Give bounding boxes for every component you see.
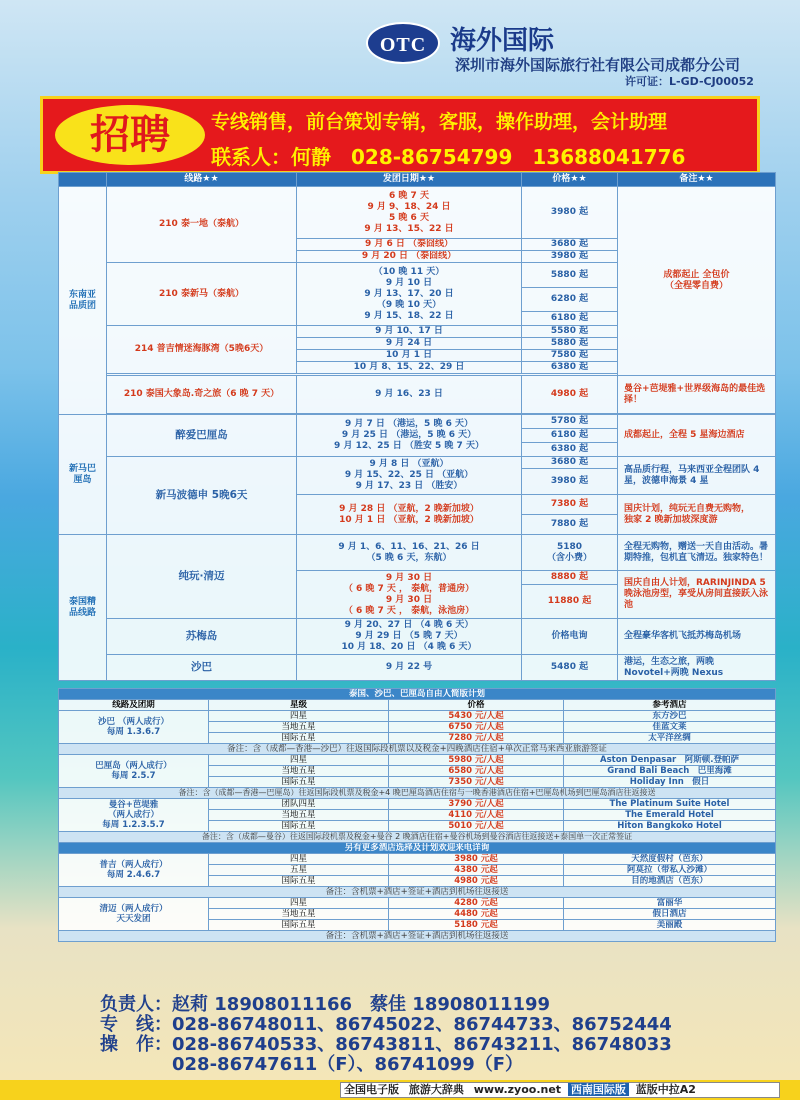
hotel-cell: 美丽殿	[564, 920, 776, 931]
remark: 备注：含（成都—曼谷）往返国际段机票及税金+曼谷 2 晚酒店住宿+曼谷机场到曼谷酒店往返接送+泰国单一次正常签证	[59, 832, 776, 843]
star-cell: 四星	[209, 898, 389, 909]
free-travel-title: 泰国、沙巴、巴厘岛自由人简版计划	[59, 689, 776, 700]
date-cell: （10 晚 11 天） 9 月 10 日 9 月 13、17、20 日 （9 晚 10 天） 9 月 15、18、22 日	[297, 263, 522, 326]
price-cell: 3680 起	[522, 457, 618, 469]
recruit-tag: 招聘	[55, 105, 205, 165]
price-cell: 7280 元/人起	[389, 733, 564, 744]
routes-table-header	[59, 173, 776, 187]
hotel-cell: 东方沙巴	[564, 711, 776, 722]
hotel-cell: 佳蓝文莱	[564, 722, 776, 733]
route-name: 214 普吉情迷海豚湾（5晚6天）	[107, 326, 297, 374]
hotel-cell: 阿莫拉（带私人沙滩）	[564, 865, 776, 876]
header	[0, 0, 800, 92]
note-cell: 曼谷+芭堤雅+世界级海岛的最佳选择！	[618, 376, 776, 414]
price-cell: 5980 元/人起	[389, 755, 564, 766]
company-name: 深圳市海外国际旅行社有限公司成都分公司	[455, 56, 741, 74]
contact-line: 专 线：028-86748011、86745022、86744733、86752444	[100, 1014, 672, 1035]
star-cell: 团队四星	[209, 799, 389, 810]
price-cell: 3680 起	[522, 239, 618, 251]
date-cell: 9 月 6 日 （泰囧线）	[297, 239, 522, 251]
star-cell: 四星	[209, 854, 389, 865]
route-name: 清迈（两人成行） 天天发团	[59, 898, 209, 931]
brand-name: 海外国际	[450, 26, 555, 56]
region-xinma-bali: 新马巴厘岛	[59, 415, 107, 535]
price-cell: 6380 起	[522, 362, 618, 374]
price-cell: 5180 元起	[389, 920, 564, 931]
remark: 备注：含（成都—香港—巴厘岛）往返国际段机票及税金+4 晚巴厘岛酒店住宿与一晚香港酒店住宿+巴厘岛机场到巴厘岛酒店往返接送	[59, 788, 776, 799]
route-name: 巴厘岛（两人成行） 每周 2.5.7	[59, 755, 209, 788]
date-cell: 9 月 16、23 日	[297, 376, 522, 414]
contact-operation: 操 作：028-86740533、86743811、86743211、86748033	[100, 1034, 672, 1055]
date-cell: 9 月 30 日 （ 6 晚 7 天 ， 泰航，普通房） 9 月 30 日 （ 6 晚 7 天 ， 泰航，泳池房）	[297, 571, 522, 619]
price-cell: 3980 起	[522, 469, 618, 495]
price-cell: 5430 元/人起	[389, 711, 564, 722]
price-cell: 4980 起	[522, 376, 618, 414]
recruit-banner	[40, 96, 760, 174]
route-name: 醉爱巴厘岛	[107, 415, 297, 457]
price-cell: 4280 元起	[389, 898, 564, 909]
date-cell: 10 月 1 日	[297, 350, 522, 362]
price-cell: 价格电询	[522, 619, 618, 655]
star-cell: 国际五星	[209, 821, 389, 832]
price-cell: 5880 起	[522, 338, 618, 350]
route-name: 新马波德申 5晚6天	[107, 457, 297, 535]
price-cell: 6180 起	[522, 429, 618, 443]
price-cell: 4110 元/人起	[389, 810, 564, 821]
contact-fax: 028-86747611（F）、86741099（F）	[100, 1054, 524, 1075]
otc-logo: OTC	[366, 22, 440, 64]
note-cell: 成都起止，全程 5 星海边酒店	[618, 415, 776, 457]
date-cell: 9 月 10、17 日	[297, 326, 522, 338]
footer-dictionary: 旅游大辞典	[408, 1083, 464, 1096]
license-number: 许可证：L-GD-CJ00052	[625, 75, 754, 88]
hotel-cell: Grand Bali Beach 巴里海滩	[564, 766, 776, 777]
remark: 备注：含机票+酒店+签证+酒店到机场往返接送	[59, 887, 776, 898]
price-cell: 5580 起	[522, 326, 618, 338]
hotel-cell: Holiday Inn 假日	[564, 777, 776, 788]
remark: 备注：含机票+酒店+签证+酒店到机场往返接送	[59, 931, 776, 942]
date-cell: 9 月 1、6、11、16、21、26 日 （5 晚 6 天，东航）	[297, 535, 522, 571]
route-name: 曼谷+芭堤雅 （两人成行） 每周 1.2.3.5.7	[59, 799, 209, 832]
price-cell: 5880 起	[522, 263, 618, 288]
date-cell: 9 月 20 日 （泰囧线）	[297, 251, 522, 263]
note-cell: 成都起止 全包价 （全程零自费）	[618, 187, 776, 376]
price-cell: 3980 元起	[389, 854, 564, 865]
hotel-cell: The Platinum Suite Hotel	[564, 799, 776, 810]
star-cell: 四星	[209, 755, 389, 766]
star-cell: 当地五星	[209, 722, 389, 733]
price-cell: 4980 元起	[389, 876, 564, 887]
hotel-cell: Hiton Bangkoko Hotel	[564, 821, 776, 832]
hotel-cell: 目的地酒店（芭东）	[564, 876, 776, 887]
price-cell: 5010 元/人起	[389, 821, 564, 832]
date-cell: 9 月 8 日 （亚航） 9 月 15、22、25 日 （亚航） 9 月 17、23 日 （胜安）	[297, 457, 522, 495]
col-header-hotel: 参考酒店	[564, 700, 776, 711]
star-cell: 国际五星	[209, 777, 389, 788]
recruit-jobs: 专线销售，前台策划专销，客服，操作助理，会计助理	[211, 111, 668, 133]
star-cell: 五星	[209, 865, 389, 876]
hotel-cell: The Emerald Hotel	[564, 810, 776, 821]
footer-bar	[340, 1082, 780, 1098]
price-cell: 3980 起	[522, 251, 618, 263]
hotel-cell: 天然度假村（芭东）	[564, 854, 776, 865]
price-cell: 5180 （含小费）	[522, 535, 618, 571]
date-cell: 9 月 22 号	[297, 655, 522, 681]
star-cell: 当地五星	[209, 766, 389, 777]
price-cell: 3980 起	[522, 187, 618, 239]
date-cell: 9 月 24 日	[297, 338, 522, 350]
col-header-date: 发团日期★★	[297, 173, 522, 187]
col-header-note: 备注★★	[618, 173, 776, 187]
price-cell: 7580 起	[522, 350, 618, 362]
col-header-price: 价格	[389, 700, 564, 711]
col-header-route: 线路★★	[107, 173, 297, 187]
price-cell: 6180 起	[522, 312, 618, 326]
route-name: 210 泰国大象岛.奇之旅（6 晚 7 天）	[107, 376, 297, 414]
region-southeast-asia: 东南亚品质团	[59, 187, 107, 415]
footer-edition: 全国电子版	[344, 1083, 399, 1096]
route-name: 210 泰新马（泰航）	[107, 263, 297, 326]
hotel-cell: 太平洋丝绸	[564, 733, 776, 744]
routes-table	[58, 172, 776, 681]
star-cell: 国际五星	[209, 920, 389, 931]
price-cell: 6750 元/人起	[389, 722, 564, 733]
price-cell: 11880 起	[522, 585, 618, 619]
price-cell: 5480 起	[522, 655, 618, 681]
region-thailand: 泰国精品线路	[59, 535, 107, 681]
free-travel-table	[58, 688, 776, 942]
star-cell: 国际五星	[209, 733, 389, 744]
date-cell: 9 月 28 日 （亚航，2 晚新加坡） 10 月 1 日 （亚航，2 晚新加坡）	[297, 495, 522, 535]
footer-section: 蓝版中拉A2	[635, 1083, 696, 1096]
price-cell: 8880 起	[522, 571, 618, 585]
star-cell: 当地五星	[209, 810, 389, 821]
date-cell: 9 月 7 日 （港运，5 晚 6 天） 9 月 25 日 （港运，5 晚 6 天） 9 月 12、25 日 （胜安 5 晚 7 天）	[297, 415, 522, 457]
price-cell: 3790 元/人起	[389, 799, 564, 810]
price-cell: 7350 元/人起	[389, 777, 564, 788]
price-cell: 7880 起	[522, 515, 618, 535]
note-cell: 全程无购物，赠送一天自由活动。暑期特推，包机直飞清迈。独家特色！	[618, 535, 776, 571]
star-cell: 四星	[209, 711, 389, 722]
route-name: 纯玩·清迈	[107, 535, 297, 619]
more-info: 另有更多酒店选择及计划欢迎来电详询	[59, 843, 776, 854]
col-header-route: 线路及团期	[59, 700, 209, 711]
route-name: 210 泰一地（泰航）	[107, 187, 297, 263]
note-cell: 全程豪华客机飞抵苏梅岛机场	[618, 619, 776, 655]
note-cell: 国庆计划，纯玩无自费无购物， 独家 2 晚新加坡深度游	[618, 495, 776, 535]
route-name: 苏梅岛	[107, 619, 297, 655]
hotel-cell: Aston Denpasar 阿斯顿.登帕萨	[564, 755, 776, 766]
price-cell: 6280 起	[522, 288, 618, 312]
col-header-star: 星级	[209, 700, 389, 711]
date-cell: 9 月 20、27 日 （4 晚 6 天） 9 月 29 日 （5 晚 7 天） 10 月 18、20 日 （4 晚 6 天）	[297, 619, 522, 655]
contact-manager: 负责人：赵莉 18908011166 蔡佳 18908011199	[100, 994, 551, 1015]
recruit-contact: 联系人：何静 028-86754799 13688041776	[211, 145, 686, 169]
remark: 备注：含（成都—香港—沙巴）往返国际段机票以及税金+四晚酒店住宿+单次正常马来西亚旅游签证	[59, 744, 776, 755]
star-cell: 当地五星	[209, 909, 389, 920]
note-cell: 高品质行程，马来西亚全程团队 4 星，波德申海景 4 星	[618, 457, 776, 495]
note-cell: 港运，生态之旅，两晚 Novotel+两晚 Nexus	[618, 655, 776, 681]
price-cell: 6580 元/人起	[389, 766, 564, 777]
footer-southwest: 西南国际版	[568, 1083, 629, 1096]
date-cell: 6 晚 7 天 9 月 9、18、24 日 5 晚 6 天 9 月 13、15、22 日	[297, 187, 522, 239]
price-cell: 4380 元起	[389, 865, 564, 876]
route-name: 普吉（两人成行） 每周 2.4.6.7	[59, 854, 209, 887]
price-cell: 4480 元起	[389, 909, 564, 920]
price-cell: 7380 起	[522, 495, 618, 515]
date-cell: 10 月 8、15、22、29 日	[297, 362, 522, 374]
price-cell: 6380 起	[522, 443, 618, 457]
note-cell: 国庆自由人计划，RARINJINDA 5 晚泳池房型，享受从房间直接跃入泳池	[618, 571, 776, 619]
route-name: 沙巴 （两人成行） 每周 1.3.6.7	[59, 711, 209, 744]
hotel-cell: 假日酒店	[564, 909, 776, 920]
col-header-price: 价格★★	[522, 173, 618, 187]
price-cell: 5780 起	[522, 415, 618, 429]
footer-url[interactable]: www.zyoo.net	[473, 1083, 562, 1096]
star-cell: 国际五星	[209, 876, 389, 887]
hotel-cell: 富丽华	[564, 898, 776, 909]
route-name: 沙巴	[107, 655, 297, 681]
